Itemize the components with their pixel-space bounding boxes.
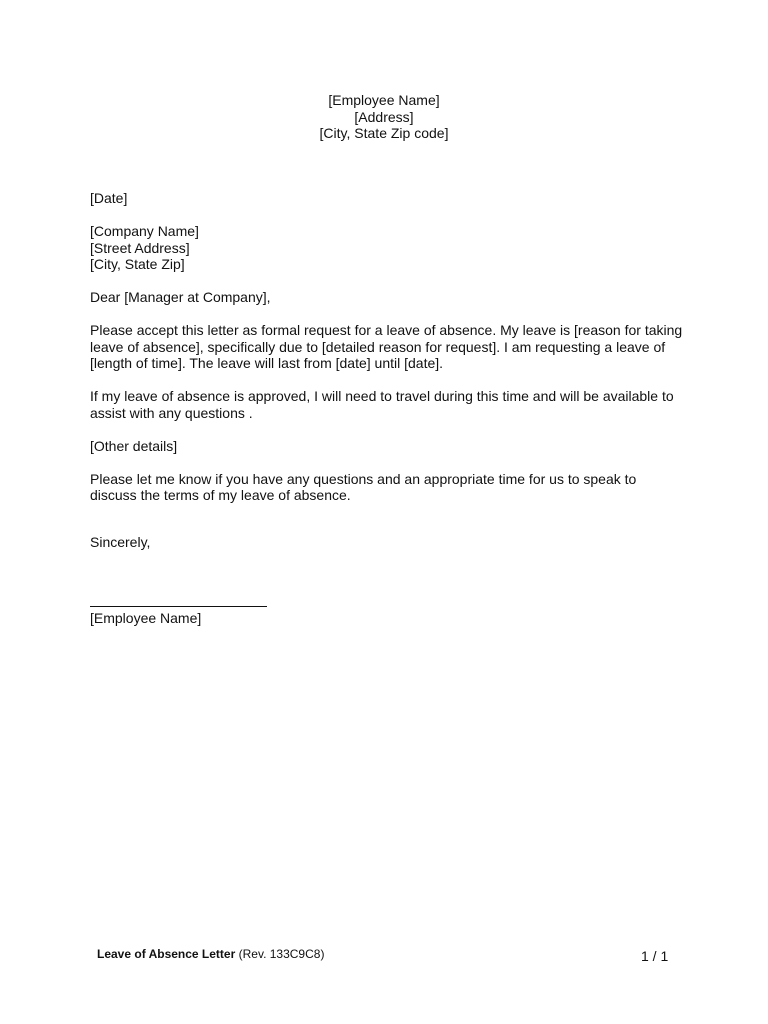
paragraph-line: Please let me know if you have any questions and an appropriate time for us to speak to: [90, 470, 637, 487]
letterhead-city-state-zip: [City, State Zip code]: [319, 125, 449, 141]
paragraph-line: leave of absence], specifically due to [detailed reason for request]. I am requesting a leave of: [90, 338, 666, 355]
closing-request-paragraph: [90, 471, 690, 504]
footer-title: Leave of Absence Letter: [97, 947, 236, 961]
travel-paragraph: [90, 388, 690, 421]
request-paragraph: [90, 322, 690, 372]
other-details: [Other details]: [90, 437, 178, 454]
recipient-street-address: [Street Address]: [90, 239, 190, 256]
paragraph-line: If my leave of absence is approved, I will need to travel during this time and will be available to: [90, 388, 674, 404]
recipient-company-name: [Company Name]: [90, 223, 199, 239]
paragraph-line: discuss the terms of my leave of absence.: [90, 487, 351, 503]
footer-revision: (Rev. 133C9C8): [238, 947, 325, 961]
footer: [97, 946, 324, 963]
letterhead-address: [Address]: [354, 108, 414, 125]
page-number: 1 / 1: [641, 948, 669, 964]
letter-date: [Date]: [90, 190, 128, 206]
letter-body: [90, 190, 690, 626]
signature-line: [90, 606, 267, 607]
salutation: Dear [Manager at Company],: [90, 289, 271, 305]
paragraph-line: Please accept this letter as formal request for a leave of absence. My leave is [reason for taking: [90, 322, 683, 338]
paragraph-line: [length of time]. The leave will last from [date] until [date].: [90, 355, 444, 371]
letterhead: [0, 92, 768, 142]
recipient-city-state-zip: [City, State Zip]: [90, 256, 185, 272]
closing: Sincerely,: [90, 534, 151, 550]
letterhead-employee-name: [Employee Name]: [328, 92, 440, 108]
signature-name: [Employee Name]: [90, 609, 202, 626]
recipient-block: [90, 223, 690, 273]
paragraph-line: assist with any questions .: [90, 404, 253, 421]
